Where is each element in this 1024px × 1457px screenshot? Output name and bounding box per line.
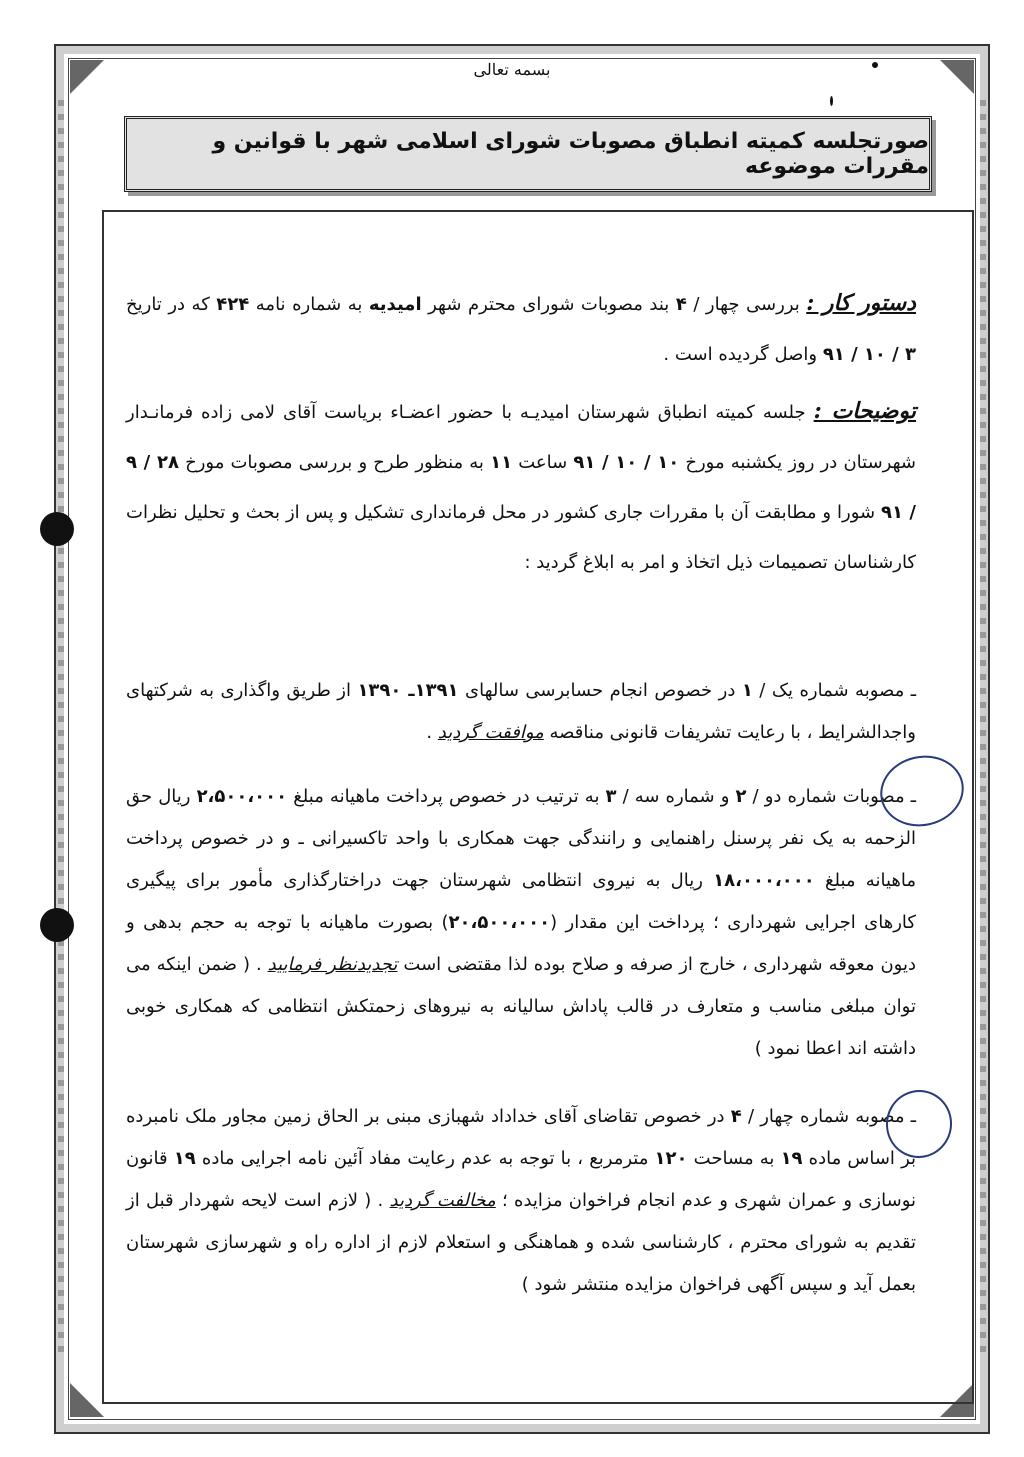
resolution-text: در خصوص تقاضای آقای خداداد شهبازی مبنی بر الحاق زمین مجاور ملک نامبرده بر اساس ماده	[126, 1106, 917, 1169]
agenda-text: به شماره نامه	[249, 294, 369, 315]
document-title: صورتجلسه کمیته انطباق مصوبات شورای اسلامی شهر با قوانین و مقررات موضوعه	[212, 129, 929, 179]
description-label: توضیحات :	[813, 398, 917, 424]
description-text: جلسه کمیته انطباق شهرستان امیدیـه با حضور اعضـاء بریاست آقای لامی زاده فرمانـدار شهرستان در روز یکشنبه مورخ	[126, 402, 916, 473]
title-box	[124, 116, 932, 192]
resolution-text: از طریق واگذاری به شرکتهای واجدالشرایط ، با رعایت تشریفات قانونی مناقصه	[126, 680, 916, 743]
resolution-text: مترمربع ، با توجه به عدم رعایت مفاد آئین نامه اجرایی ماده	[195, 1148, 655, 1169]
agenda-text: بند مصوبات شورای محترم شهر	[421, 294, 676, 315]
ink-speck	[872, 62, 878, 68]
description-text: شورا و مطابقت آن با مقررات جاری کشور در محل فرمانداری تشکیل و پس از بحث و تحلیل نظرات کارشناسان تصمیمات ذیل اتخاذ و امر به ابلاغ گردید :	[126, 502, 916, 573]
city-name: امیدیه	[368, 294, 422, 315]
ink-speck	[830, 96, 833, 106]
meeting-date: ۱۰ / ۱۰ / ۹۱	[573, 452, 680, 473]
bismillah-heading: بسمه تعالی	[473, 60, 551, 79]
resolution-text: ـ مصوبه شماره یک /	[752, 680, 917, 701]
resolution-number: ۱	[741, 680, 753, 701]
corner-ornament-bottom-left	[70, 1383, 104, 1417]
resolution-number: ۳	[605, 786, 617, 807]
resolution-text: و شماره سه /	[616, 786, 736, 807]
resolution-text: در خصوص انجام حسابرسی سالهای	[458, 680, 742, 701]
resolution-number: ۲	[735, 786, 747, 807]
resolution-text: قانون نوسازی و عمران شهری و عدم انجام فراخوان مزایده ؛	[126, 1148, 916, 1211]
amount: ۲۰،۵۰۰،۰۰۰	[448, 912, 551, 933]
decision-rejected: مخالفت گردید	[389, 1190, 496, 1211]
description-paragraph	[126, 386, 916, 588]
decision-reconsider: تجدیدنظر فرمایید	[267, 954, 398, 975]
resolution-text: . ( لازم است لایحه شهردار قبل از تقدیم به شورای محترم ، کارشناسی شده و هماهنگی و استعلام لازم از اداره راه و شهرسازی شهرستان بعمل آید و سپس آگهی فراخوان مزایده منتشر شود )	[126, 1190, 916, 1295]
resolution-text: ریال به نیروی انتظامی شهرستان جهت دراختارگذاری مأمور برای پیگیری کارهای اجرایی شهرداری ؛ پرداخت این مقدار (	[126, 870, 916, 933]
resolution-text: ـ مصوبه شماره چهار /	[741, 1106, 916, 1127]
resolution-text: .	[426, 722, 438, 743]
article-number: ۱۹	[173, 1148, 196, 1169]
resolution-text: به ترتیب در خصوص پرداخت ماهیانه مبلغ	[287, 786, 606, 807]
border-ticks-left	[58, 100, 64, 1360]
border-ticks-right	[980, 100, 986, 1360]
resolution-date: ۲۸ / ۹ / ۹۱	[126, 452, 916, 523]
resolution-2-3	[126, 776, 916, 1070]
resolution-text: ـ مصوبات شماره دو /	[746, 786, 916, 807]
punch-hole	[40, 908, 74, 942]
resolution-text: . ( ضمن اینکه می توان مبلغی مناسب و متعارف در قالب پاداش سالیانه به نیروهای زحمتکش انتظامی که همکاری خوبی داشته اند اعطا نمود )	[126, 954, 916, 1059]
punch-hole	[40, 512, 74, 546]
meeting-hour: ۱۱	[490, 452, 513, 473]
amount: ۱۸،۰۰۰،۰۰۰	[713, 870, 815, 891]
audit-years: ۱۳۹۱ـ ۱۳۹۰	[357, 680, 459, 701]
resolution-1	[126, 670, 916, 754]
resolution-number: ۴	[730, 1106, 742, 1127]
decision-approved: موافقت گردید	[437, 722, 544, 743]
agenda-label: دستور کار :	[806, 290, 916, 316]
description-text: به منظور طرح و بررسی مصوبات مورخ	[178, 452, 491, 473]
agenda-text: بررسی چهار /	[686, 294, 807, 315]
resolution-text: به مساحت	[687, 1148, 781, 1169]
agenda-count: ۴	[675, 294, 687, 315]
description-text: ساعت	[512, 452, 574, 473]
resolution-4	[126, 1096, 916, 1306]
letter-date: ۳ / ۱۰ / ۹۱	[822, 344, 916, 365]
resolution-text: ریال حق الزحمه به یک نفر پرسنل راهنمایی و رانندگی جهت همکاری با واحد تاکسیرانی ـ و در خصوص پرداخت ماهیانه مبلغ	[126, 786, 916, 891]
area-value: ۱۲۰	[654, 1148, 688, 1169]
agenda-paragraph	[126, 278, 916, 380]
article-number: ۱۹	[780, 1148, 803, 1169]
agenda-text: که در تاریخ	[126, 294, 217, 315]
resolution-text: ) بصورت ماهیانه با توجه به حجم بدهی و دیون معوقه شهرداری ، خارج از صرفه و صلاح بوده لذا مقتضی است	[126, 912, 916, 975]
agenda-text: واصل گردیده است .	[663, 344, 823, 365]
amount: ۲،۵۰۰،۰۰۰	[196, 786, 288, 807]
letter-number: ۴۲۴	[216, 294, 250, 315]
